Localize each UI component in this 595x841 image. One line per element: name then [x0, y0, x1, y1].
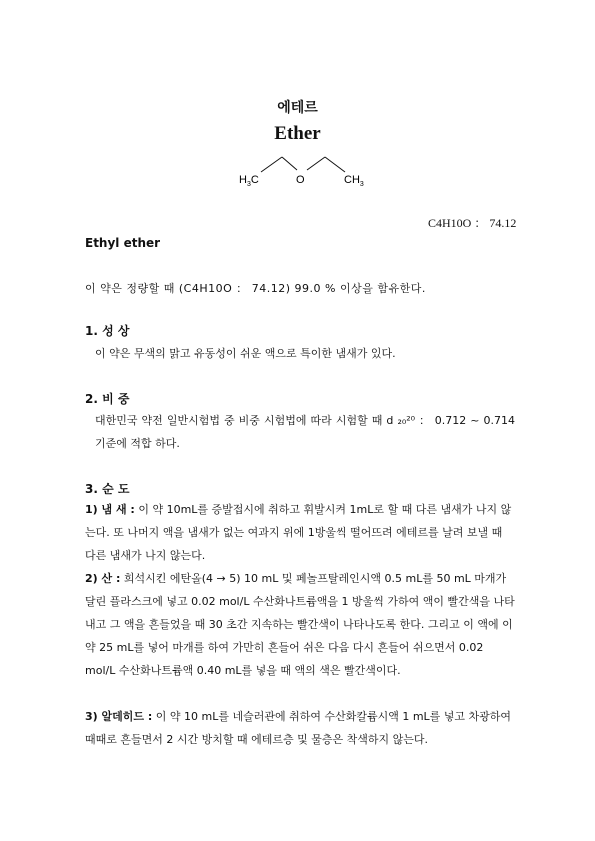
bond-1 [261, 157, 282, 172]
bond-4 [325, 157, 345, 172]
section-heading: 2. 비 중 [85, 392, 130, 406]
purity-item [85, 567, 515, 682]
purity-text: 희석시킨 에탄올(4 → 5) 10 mL 및 페놀프탈레인시액 0.5 mL를 50 mL 마개가 달린 플라스크에 넣고 0.02 mol/L 수산화나트륨액을 1 방울씩 가하여 액이 빨간색을 나타내고 그 액을 흔들었을 때 30 초간 지속하는 빨간색이 나타나도록 한다. 그리고 이 액에 이 약 25 mL를 넣어 마개를 하여 가만히 흔들어 쉬은 다음 다시 흔들어 쉬으면서 0.02 mol/L 수산화나트륨액 0.40 mL를 넣을 때 액의 색은 빨간색이다. [85, 572, 515, 677]
bond-3 [307, 157, 325, 170]
bond-2 [282, 157, 297, 170]
title-korean: 에테르 [277, 100, 318, 116]
title-english: Ether [274, 123, 321, 144]
purity-text: 이 약 10 mL를 네슬러관에 취하여 수산화칼륨시액 1 mL를 넣고 차광하여 때때로 흔들면서 2 시간 방치할 때 에테르층 및 물층은 착색하지 않는다. [85, 710, 512, 746]
section-heading: 3. 순 도 [85, 482, 130, 496]
section-text: 대한민국 약전 일반시험법 중 비중 시험법에 따라 시험할 때 d ₂₀²⁰ ： 0.712 ~ 0.714 기준에 적합 하다. [95, 414, 515, 450]
structure-diagram [225, 150, 375, 190]
purity-label: 1) 냄 새 : [85, 503, 135, 516]
purity-item [85, 705, 515, 751]
assay-statement: 이 약은 정량할 때 (C4H10O ： 74.12) 99.0 % 이상을 함유한다. [85, 282, 426, 295]
purity-text: 이 약 10mL를 증발접시에 취하고 휘발시켜 1mL로 할 때 다른 냄새가 나지 않는다. 또 나머지 액을 냄새가 없는 여과지 위에 1방울씩 떨어뜨려 에테르를 날려 보낼 때 다른 냄새가 나지 않는다. [85, 503, 512, 562]
synonym: Ethyl ether [85, 236, 161, 250]
struct-oxygen: O [296, 174, 305, 186]
section-text: 이 약은 무색의 맑고 유동성이 쉬운 액으로 특이한 냄새가 있다. [95, 347, 396, 360]
purity-label: 3) 알데히드 : [85, 710, 153, 723]
section-heading: 1. 성 상 [85, 324, 130, 338]
purity-label: 2) 산 : [85, 572, 121, 585]
struct-right: $CH_3$ [344, 174, 364, 188]
struct-left: $H_3C$ [239, 174, 259, 188]
molecular-formula: C4H10O ： 74.12 [428, 216, 517, 230]
purity-item [85, 498, 515, 567]
